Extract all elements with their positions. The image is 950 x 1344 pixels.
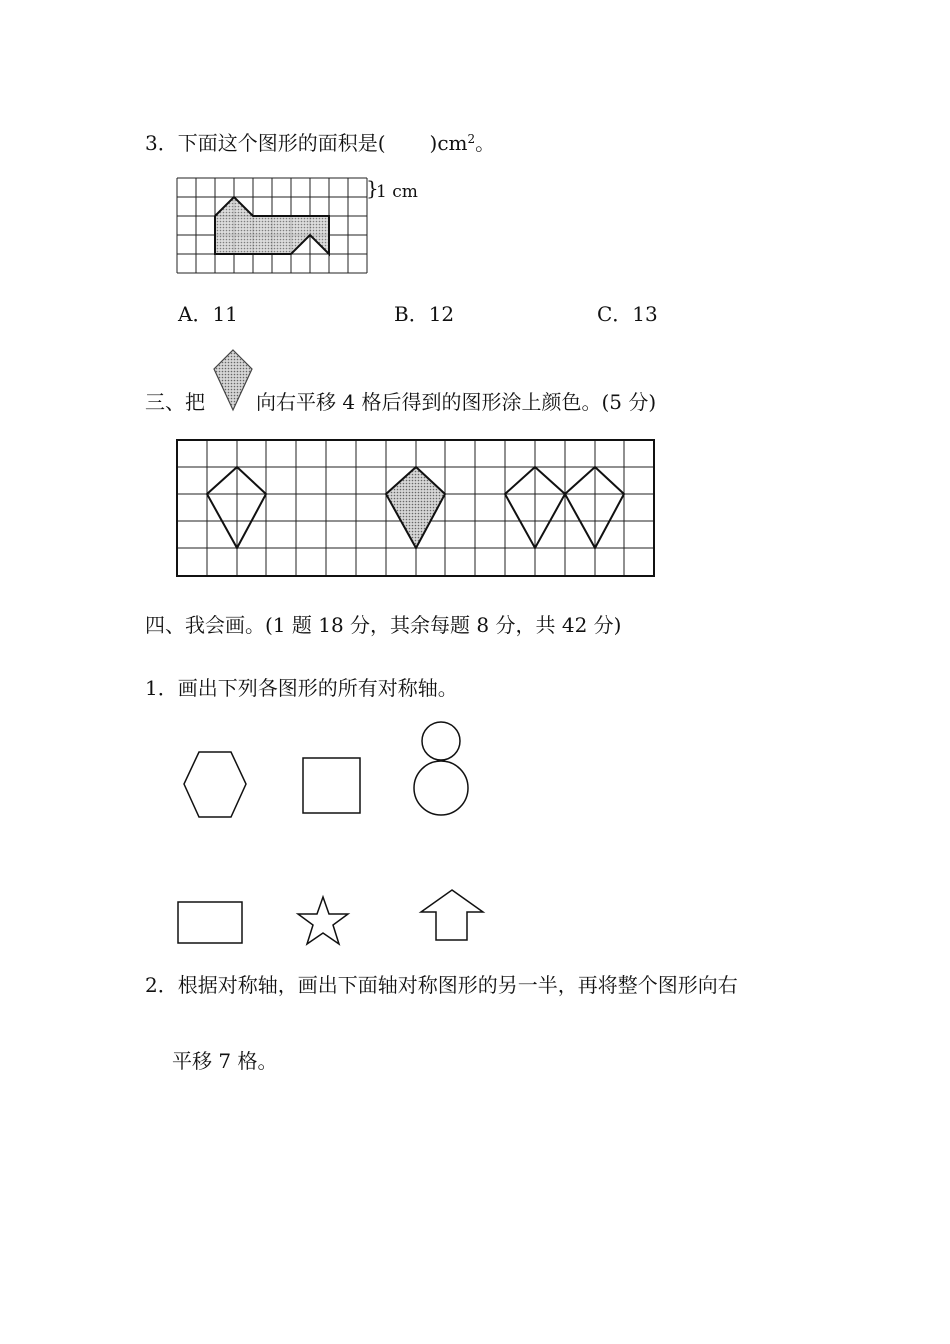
star-shape[interactable] (295, 895, 351, 947)
section-4-q2-line2: 平移 7 格。 (172, 1049, 278, 1073)
unit-brace: } (366, 176, 379, 200)
option-b[interactable]: B．12 (394, 302, 455, 326)
section-4-q1: 1．画出下列各图形的所有对称轴。 (145, 676, 458, 700)
section-3-text: 向右平移 4 格后得到的图形涂上颜色。(5 分) (256, 390, 657, 414)
kite-original (386, 467, 445, 548)
figure-eight-shape[interactable] (412, 721, 470, 818)
question-3-prefix: 3．下面这个图形的面积是( (145, 131, 386, 155)
section-4-title: 四、我会画。(1 题 18 分，其余每题 8 分，共 42 分) (145, 613, 622, 637)
arrow-shape[interactable] (419, 888, 485, 942)
option-c[interactable]: C．13 (597, 302, 658, 326)
section-4-q2-line1: 2．根据对称轴，画出下面轴对称图形的另一半，再将整个图形向右 (145, 973, 738, 997)
area-grid-figure (177, 178, 367, 273)
question-3-suffix: )cm (429, 131, 468, 155)
rectangle-shape[interactable] (177, 901, 244, 945)
question-3-end: 。 (475, 131, 496, 155)
translation-grid-figure (177, 440, 654, 576)
question-3-text (145, 131, 495, 155)
hexagon-shape[interactable] (182, 750, 248, 820)
question-3-superscript: 2 (467, 132, 476, 146)
section-3-prefix: 三、把 (145, 390, 205, 414)
kite-reference-icon (212, 349, 254, 411)
unit-label: 1 cm (376, 182, 418, 202)
square-shape[interactable] (302, 757, 362, 815)
option-a[interactable]: A．11 (178, 302, 238, 326)
